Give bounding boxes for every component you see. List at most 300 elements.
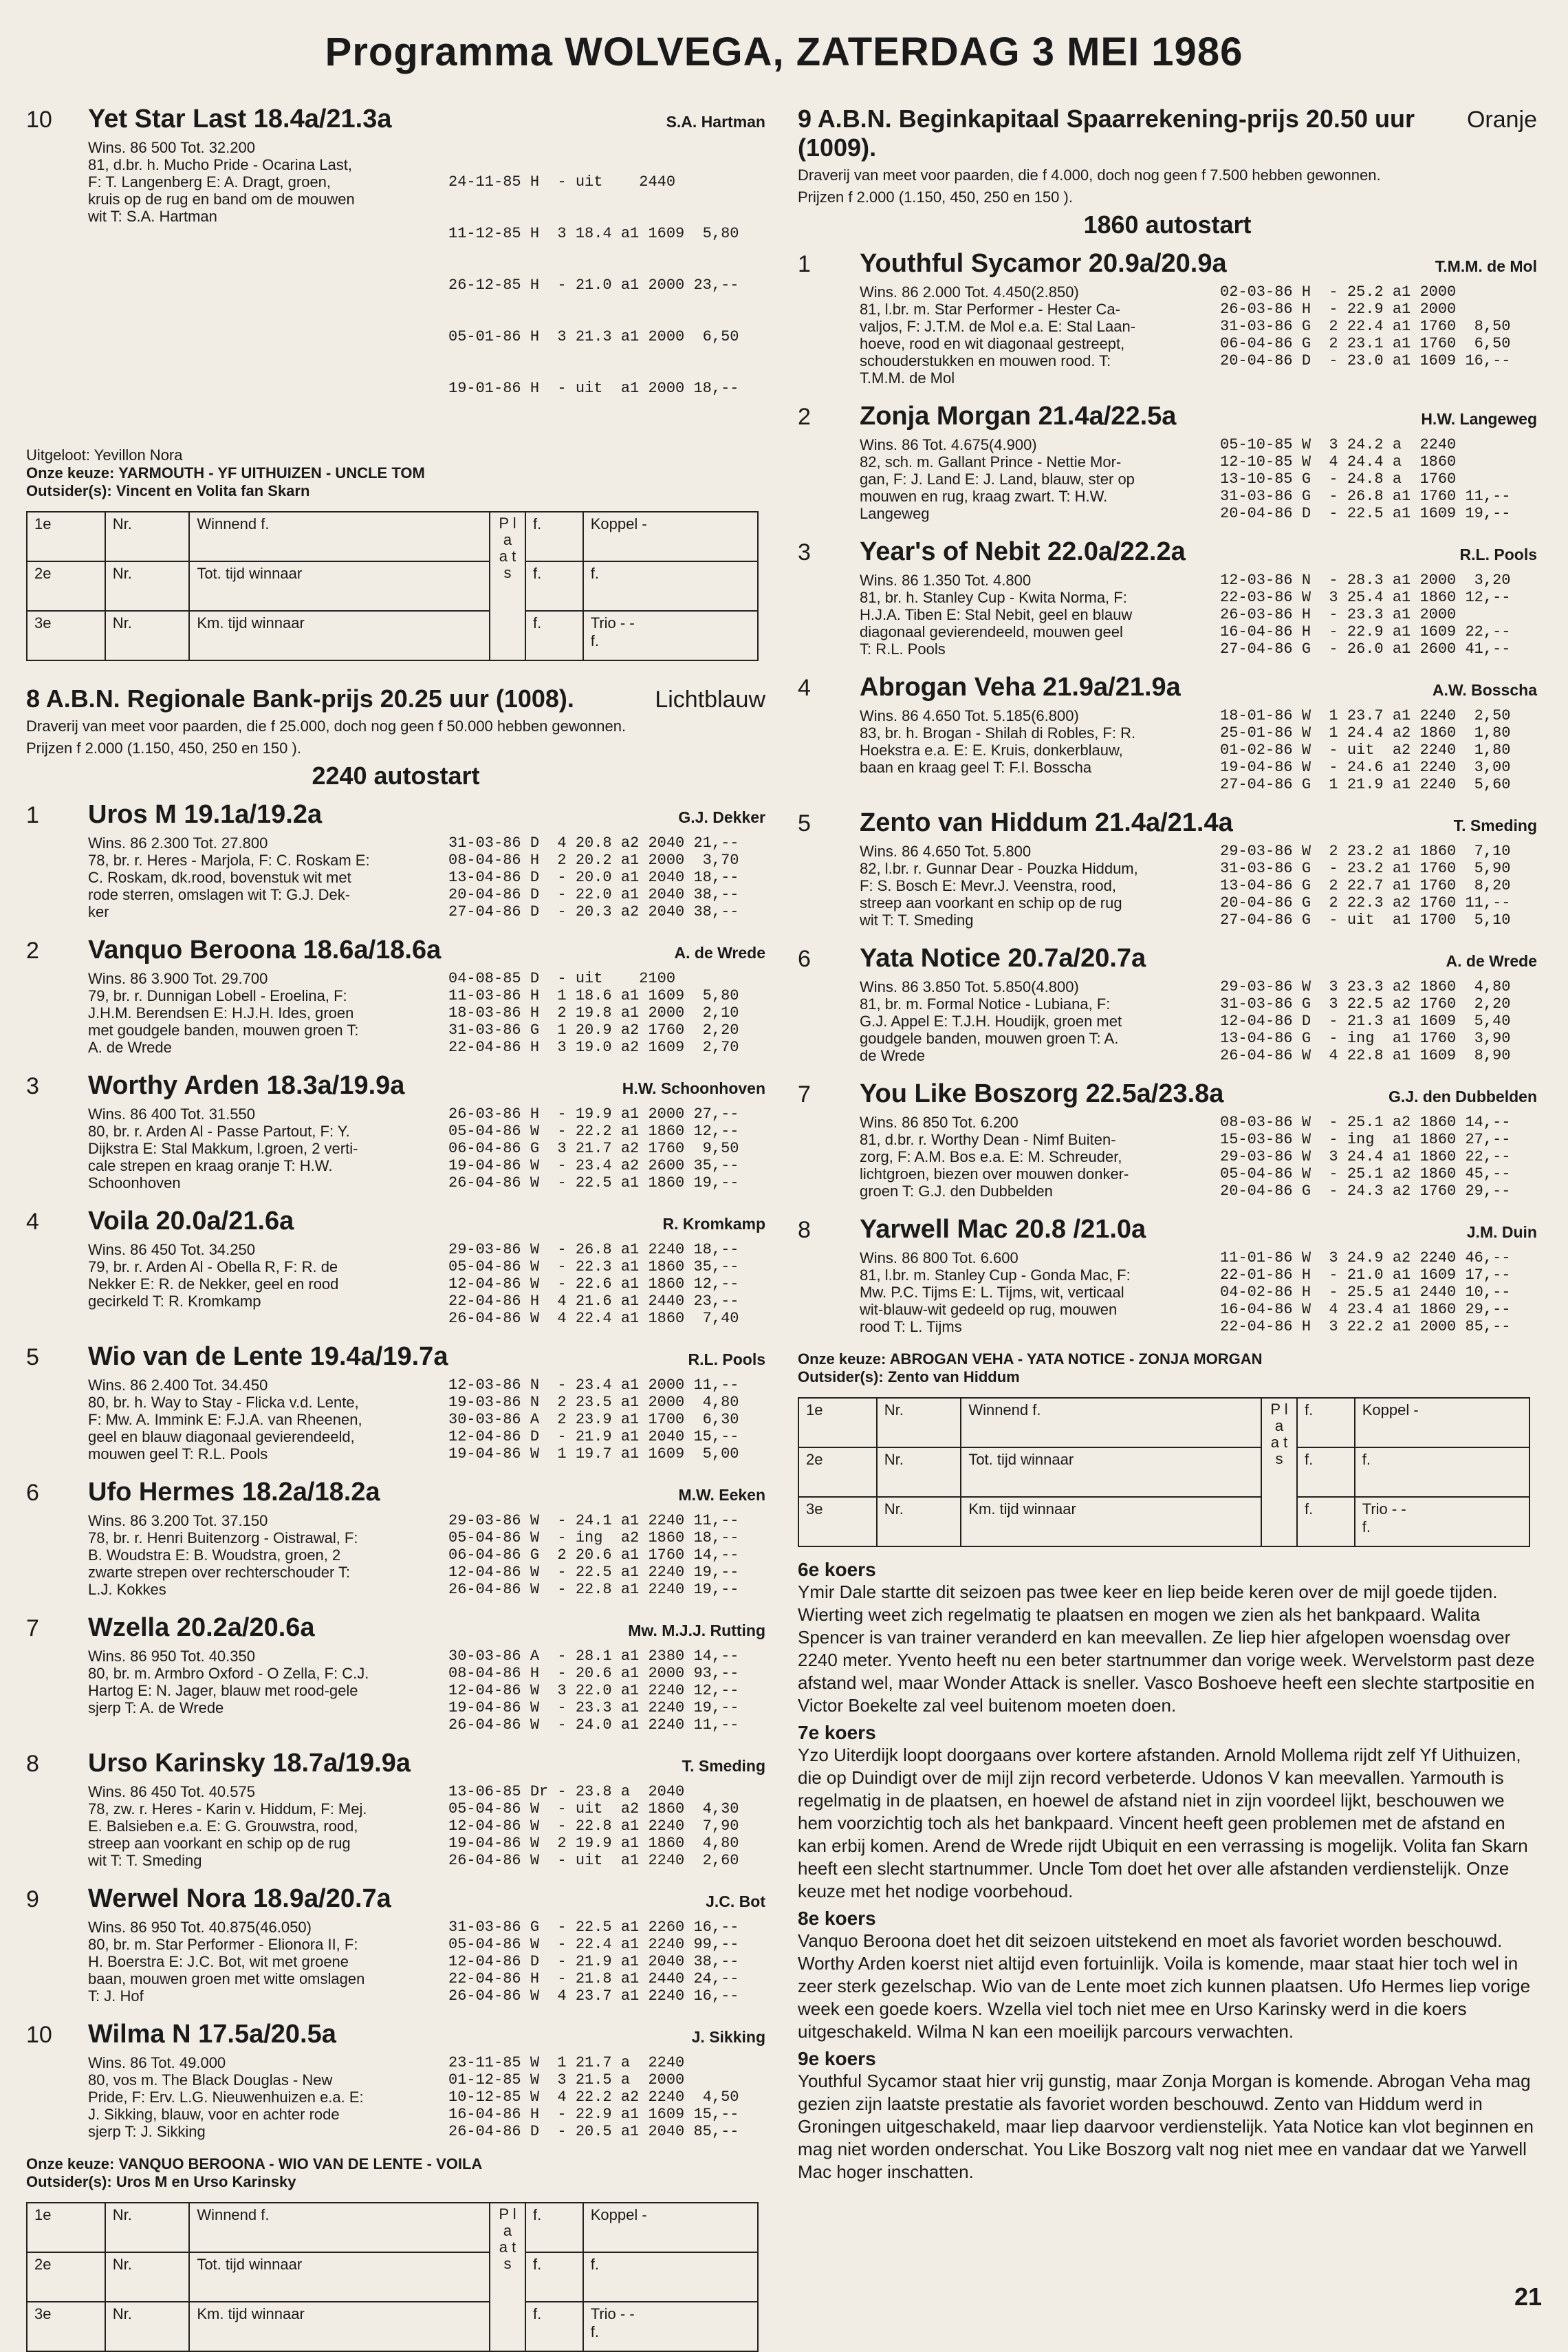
start-results	[1220, 283, 1510, 387]
outsider-label: Outsider(s):	[26, 2173, 112, 2190]
bet-table	[26, 2202, 759, 2352]
start-line: 12-04-86 D - 21.9 a1 2040 38,--	[448, 1953, 739, 1970]
desc-line: Wins. 86 450 Tot. 40.575	[88, 1783, 255, 1800]
horse-number: 4	[26, 1209, 39, 1235]
start-line: 29-03-86 W 3 23.3 a2 1860 4,80	[1220, 978, 1511, 995]
bet-trio	[583, 611, 758, 660]
horse-name: Zonja Morgan 21.4a/22.5a	[860, 402, 1177, 431]
desc-line: 80, br. m. Armbro Oxford - O Zella, F: C.J.	[88, 1665, 369, 1682]
desc-line: Wins. 86 2.300 Tot. 27.800	[88, 834, 268, 852]
horse-trainer: J.M. Duin	[1466, 1223, 1537, 1241]
desc-line: Wins. 86 3.200 Tot. 37.150	[88, 1512, 268, 1529]
horse-entry	[798, 673, 1537, 793]
start-line: 31-03-86 D 4 20.8 a2 2040 21,--	[448, 834, 739, 852]
horse-description	[88, 1919, 439, 2005]
desc-line: Wins. 86 2.400 Tot. 34.450	[88, 1377, 268, 1394]
start-line: 11-03-86 H 1 18.6 a1 1609 5,80	[448, 987, 739, 1004]
horse-number: 3	[798, 539, 811, 565]
desc-line: valjos, F: J.T.M. de Mol e.a. E: Stal Laan-	[860, 318, 1136, 335]
horse-trainer: H.W. Langeweg	[1421, 410, 1537, 428]
desc-line: G.J. Appel E: T.J.H. Houdijk, groen met	[860, 1013, 1122, 1030]
start-line: 26-04-86 W 4 22.8 a1 1609 8,90	[1220, 1047, 1511, 1064]
start-line: 13-04-86 G 2 22.7 a1 1760 8,20	[1220, 877, 1511, 894]
desc-line: sjerp T: J. Sikking	[88, 2123, 206, 2140]
horse-description	[88, 1648, 439, 1734]
bet-label: Winnend f.	[189, 512, 490, 561]
desc-line: C. Roskam, dk.rood, bovenstuk wit met	[88, 869, 351, 886]
start-line: 30-03-86 A - 28.1 a1 2380 14,--	[448, 1648, 739, 1665]
note-text: Ymir Dale startte dit seizoen pas twee keer en liep beide keren over de mijl goede tijden. Wierting weet zich regelmatig te plaatsen en mogen we zien als het bankpaard. Walita Spencer is van trainer veranderd en kan meevallen. Ze liep hier afgelopen woensdag over 2240 meter. Yvento heeft nu een beter startnummer dan vorige week. Wervelstorm past deze afstand wel, maar Wonder Attack is sneller. Vasco Boshoeve heeft een slechte startpositie en Victor Boekelte zal veel buitenom moeten doen.	[798, 1582, 1535, 1716]
bet-f: f.	[1297, 1398, 1355, 1447]
horse-entry	[26, 936, 765, 1056]
start-results	[1220, 1114, 1510, 1200]
desc-line: 82, sch. m. Gallant Prince - Nettie Mor-	[860, 453, 1122, 471]
start-line: 26-03-86 H - 23.3 a1 2000	[1220, 606, 1457, 623]
note-text: Yzo Uiterdijk loopt doorgaans over kortere afstanden. Arnold Mollema rijdt zelf Yf Uithuizen, die op Duindigt over de mijl zijn record verbeterde. Udonos V kan meevallen. Yarmouth is regelmatig in de plaatsen, en hoewel de afstand niet in zijn voordeel lijkt, beschouwen we hem voorzichtig toch als het bankpaard. Vincent heeft geen problemen met de afstand en kan erbij komen. Arend de Wrede rijdt Ubiquit en een verrassing is mogelijk. Volita fan Skarn heeft een slecht startnummer. Uncle Tom doet het over alle afstanden verdienstelijk. Onze keuze met het nodige voorbehoud.	[798, 1745, 1528, 1901]
start-line: 29-03-86 W 2 23.2 a1 1860 7,10	[1220, 843, 1511, 860]
horse-name: Wio van de Lente 19.4a/19.7a	[88, 1342, 448, 1371]
desc-line: goudgele banden, mouwen groen T: A.	[860, 1030, 1119, 1047]
desc-line: schouderstukken en mouwen rood. T:	[860, 352, 1111, 369]
bet-koppel-f: f.	[1355, 1447, 1529, 1497]
start-line: 12-03-86 N - 23.4 a1 2000 11,--	[448, 1377, 739, 1394]
start-line: 05-04-86 W - ing a2 1860 18,--	[448, 1529, 739, 1546]
desc-line: streep aan voorkant en schip op de rug	[88, 1835, 351, 1852]
bet-f: f.	[525, 512, 583, 561]
desc-line: 80, br. r. Arden Al - Passe Partout, F: Y.	[88, 1123, 350, 1140]
race7-meta	[26, 446, 765, 500]
horse-number: 4	[798, 675, 811, 701]
desc-line: baan, mouwen groen met witte omslagen	[88, 1970, 365, 1987]
start-results	[1220, 707, 1510, 793]
bet-label: Winnend f.	[961, 1398, 1261, 1447]
desc-line: Wins. 86 450 Tot. 34.250	[88, 1241, 255, 1258]
start-line: 13-10-85 G - 24.8 a 1760	[1220, 471, 1457, 488]
horse-trainer: G.J. den Dubbelden	[1389, 1088, 1537, 1105]
horse-name: You Like Boszorg 22.5a/23.8a	[860, 1079, 1224, 1108]
race9-start: 1860 autostart	[1083, 211, 1252, 239]
bet-label: Km. tijd winnaar	[189, 2302, 490, 2351]
start-line: 08-04-86 H - 20.6 a1 2000 93,--	[448, 1665, 739, 1682]
horse-entry	[26, 1613, 765, 1734]
desc-line: Wins. 86 Tot. 4.675(4.900)	[860, 436, 1037, 453]
bet-f: f.	[525, 561, 583, 611]
start-line: 31-03-86 G - 26.8 a1 1760 11,--	[1220, 488, 1511, 505]
desc-line: Wins. 86 850 Tot. 6.200	[860, 1114, 1019, 1131]
bet-nr: Nr.	[105, 561, 190, 611]
horse-entry	[26, 105, 765, 431]
start-line: 26-04-86 W - 24.0 a1 2240 11,--	[448, 1716, 739, 1734]
desc-line: 83, br. h. Brogan - Shilah di Robles, F: R.	[860, 724, 1136, 742]
desc-line: met goudgele banden, mouwen groen T:	[88, 1022, 359, 1039]
uitgeloot-label: Uitgeloot:	[26, 446, 90, 464]
start-line: 16-04-86 H - 22.9 a1 1609 22,--	[1220, 623, 1511, 640]
desc-line: wit T: T. Smeding	[88, 1852, 202, 1869]
start-line: 29-03-86 W - 24.1 a1 2240 11,--	[448, 1512, 739, 1529]
bet-f: f.	[525, 2203, 583, 2252]
desc-line: Wins. 86 4.650 Tot. 5.185(6.800)	[860, 707, 1079, 724]
desc-line: Wins. 86 Tot. 49.000	[88, 2054, 226, 2071]
start-line: 23-11-85 W 1 21.7 a 2240	[448, 2054, 685, 2071]
start-results	[1220, 843, 1510, 929]
start-results	[448, 1512, 739, 1598]
start-line: 26-04-86 W 4 23.7 a1 2240 16,--	[448, 1987, 739, 2005]
keuze-value: YARMOUTH - YF UITHUIZEN - UNCLE TOM	[118, 464, 425, 482]
start-line: 19-04-86 W - 23.4 a2 2600 35,--	[448, 1157, 739, 1174]
horse-entry	[26, 1342, 765, 1463]
horse-number: 1	[26, 802, 39, 828]
horse-entry	[798, 1215, 1537, 1335]
desc-line: J. Sikking, blauw, voor en achter rode	[88, 2106, 340, 2123]
start-results	[1220, 436, 1510, 522]
start-line: 22-04-86 H 3 19.0 a2 1609 2,70	[448, 1039, 739, 1056]
desc-line: wit T: T. Smeding	[860, 911, 974, 929]
race9-horse-list	[798, 249, 1537, 1335]
desc-line: T: R.L. Pools	[860, 640, 946, 658]
horse-name: Werwel Nora 18.9a/20.7a	[88, 1884, 391, 1913]
horse-description	[860, 1114, 1210, 1200]
start-line: 05-04-86 W - 25.1 a2 1860 45,--	[1220, 1165, 1511, 1183]
start-line: 12-04-86 W - 22.5 a1 2240 19,--	[448, 1564, 739, 1581]
desc-line: sjerp T: A. de Wrede	[88, 1699, 224, 1716]
desc-line: streep aan voorkant en schip op de rug	[860, 894, 1122, 911]
start-line: 26-04-86 W 4 22.4 a1 1860 7,40	[448, 1310, 739, 1327]
horse-name: Vanquo Beroona 18.6a/18.6a	[88, 936, 442, 964]
desc-line: Wins. 86 4.650 Tot. 5.800	[860, 843, 1032, 860]
horse-number: 8	[26, 1751, 39, 1777]
note-heading: 7e koers	[798, 1722, 876, 1743]
start-line: 12-04-86 D - 21.9 a1 2040 15,--	[448, 1428, 739, 1445]
horse-description	[860, 707, 1210, 793]
start-line: 27-04-86 G - 26.0 a1 2600 41,--	[1220, 640, 1511, 658]
horse-entry	[26, 1884, 765, 2005]
outsider-value: Vincent en Volita fan Skarn	[116, 482, 310, 499]
horse-name: Yata Notice 20.7a/20.7a	[860, 944, 1146, 973]
bet-pos: 2e	[27, 2252, 105, 2302]
start-line: 05-04-86 W - 22.4 a1 2240 99,--	[448, 1936, 739, 1953]
bet-trio-label: Trio - -	[590, 2305, 635, 2322]
start-line: 20-04-86 D - 22.0 a1 2040 38,--	[448, 886, 739, 903]
note-heading: 8e koers	[798, 1908, 876, 1929]
desc-line: F: Mw. A. Immink E: F.J.A. van Rheenen,	[88, 1411, 362, 1428]
bet-trio-label: Trio - -	[1362, 1500, 1406, 1518]
start-results	[448, 139, 739, 431]
desc-line: F: T. Langenberg E: A. Dragt, groen,	[88, 173, 331, 191]
desc-line: 79, br. r. Arden Al - Obella R, F: R. de	[88, 1258, 338, 1275]
bet-pos: 3e	[27, 611, 105, 660]
start-results	[448, 834, 739, 920]
bet-f: f.	[1297, 1447, 1355, 1497]
desc-line: 80, br. m. Star Performer - Elionora II, F:	[88, 1936, 358, 1953]
start-line: 26-03-86 H - 22.9 a1 2000	[1220, 301, 1457, 318]
bet-nr: Nr.	[105, 2203, 190, 2252]
start-line: 04-08-85 D - uit 2100	[448, 970, 676, 987]
bet-pos: 2e	[27, 561, 105, 611]
bet-koppel: Koppel -	[1355, 1398, 1529, 1447]
start-line: 18-01-86 W 1 23.7 a1 2240 2,50	[1220, 707, 1511, 724]
horse-entry	[798, 249, 1537, 387]
start-line: 22-04-86 H 3 22.2 a1 2000 85,--	[1220, 1318, 1511, 1335]
start-line: 01-02-86 W - uit a2 2240 1,80	[1220, 742, 1511, 759]
start-line: 19-03-86 N 2 23.5 a1 2000 4,80	[448, 1394, 739, 1411]
desc-line: diagonaal gevierendeeld, mouwen geel	[860, 623, 1123, 640]
start-line: 02-03-86 H - 25.2 a1 2000	[1220, 283, 1457, 301]
desc-line: Wins. 86 500 Tot. 32.200	[88, 139, 255, 156]
bet-f: f.	[525, 2252, 583, 2302]
start-line: 30-03-86 A 2 23.9 a1 1700 6,30	[448, 1411, 739, 1428]
horse-name: Worthy Arden 18.3a/19.9a	[88, 1071, 405, 1100]
bet-trio	[583, 2302, 758, 2351]
start-line: 12-10-85 W 4 24.4 a 1860	[1220, 453, 1457, 471]
horse-number: 10	[26, 107, 52, 133]
start-line: 16-04-86 H - 22.9 a1 1609 15,--	[448, 2106, 739, 2123]
desc-line: 81, d.br. h. Mucho Pride - Ocarina Last,	[88, 156, 352, 173]
horse-description	[88, 1241, 439, 1327]
keuze-value: VANQUO BEROONA - WIO VAN DE LENTE - VOILA	[118, 2155, 483, 2172]
start-line: 26-04-86 W - uit a1 2240 2,60	[448, 1852, 739, 1869]
start-line: 19-04-86 W - 23.3 a1 2240 19,--	[448, 1699, 739, 1716]
bet-nr: Nr.	[105, 2302, 190, 2351]
horse-name: Ufo Hermes 18.2a/18.2a	[88, 1478, 380, 1507]
horse-name: Zento van Hiddum 21.4a/21.4a	[860, 808, 1233, 837]
desc-line: Pride, F: Erv. L.G. Nieuwenhuizen e.a. E:	[88, 2089, 364, 2106]
start-line: 05-04-86 W - 22.2 a1 1860 12,--	[448, 1123, 739, 1140]
horse-entry	[798, 944, 1537, 1064]
horse-trainer: J.C. Bot	[706, 1892, 765, 1910]
desc-line: zorg, F: A.M. Bos e.a. E: M. Schreuder,	[860, 1148, 1122, 1165]
bet-nr: Nr.	[877, 1497, 961, 1546]
desc-line: T.M.M. de Mol	[860, 369, 955, 387]
race8-color: Lichtblauw	[655, 687, 765, 713]
race8-horse-list	[26, 800, 765, 2140]
race8-title: 8 A.B.N. Regionale Bank-prijs 20.25 uur (1008).	[26, 684, 574, 713]
keuze-label: Onze keuze:	[798, 1350, 886, 1368]
desc-line: B. Woudstra E: B. Woudstra, groen, 2	[88, 1546, 341, 1564]
start-line: 20-04-86 D - 22.5 a1 1609 19,--	[1220, 505, 1511, 522]
desc-line: 81, l.br. m. Stanley Cup - Gonda Mac, F:	[860, 1266, 1131, 1284]
horse-number: 10	[26, 2022, 52, 2048]
start-line: 31-03-86 G - 22.5 a1 2260 16,--	[448, 1919, 739, 1936]
note-text: Vanquo Beroona doet het dit seizoen uitstekend en moet als favoriet worden beschouwd. Worthy Arden koerst niet altijd even fortuinlijk. Voila is komende, maar staat hier toch wel in zeer sterk gezelschap. Wio van de Lente moet zich kunnen plaatsen. Ufo Hermes liep vorige week een goede koers. Wzella viel toch niet mee en Urso Karinsky werd in die koers uitgeschakeld. Wilma N kan een moeilijk parcours verwachten.	[798, 1930, 1531, 2042]
desc-line: Wins. 86 3.900 Tot. 29.700	[88, 970, 268, 987]
race9-prizes: Prijzen f 2.000 (1.150, 450, 250 en 150 ).	[798, 188, 1073, 206]
bet-label: Km. tijd winnaar	[189, 611, 490, 660]
start-line: 05-10-85 W 3 24.2 a 2240	[1220, 436, 1457, 453]
horse-name: Yet Star Last 18.4a/21.3a	[88, 105, 392, 133]
horse-entry	[26, 1478, 765, 1598]
desc-line: Wins. 86 2.000 Tot. 4.450(2.850)	[860, 283, 1079, 301]
outsider-label: Outsider(s):	[26, 482, 112, 499]
start-line: 06-04-86 G 2 23.1 a1 1760 6,50	[1220, 335, 1511, 352]
desc-line: A. de Wrede	[88, 1039, 172, 1056]
horse-number: 3	[26, 1073, 39, 1099]
bet-nr: Nr.	[877, 1447, 961, 1497]
horse-number: 5	[26, 1344, 39, 1370]
bet-f: f.	[1297, 1497, 1355, 1546]
race9-conditions: Draverij van meet voor paarden, die f 4.000, doch nog geen f 7.500 hebben gewonnen.	[798, 166, 1381, 184]
plaats-label: P l a a t s	[1261, 1398, 1297, 1546]
desc-line: geel en blauw diagonaal gevierendeeld,	[88, 1428, 355, 1445]
horse-entry	[26, 1071, 765, 1191]
desc-line: 78, br. r. Heres - Marjola, F: C. Roskam E:	[88, 852, 370, 869]
horse-description	[88, 139, 439, 431]
start-line: 12-04-86 W - 22.8 a1 2240 7,90	[448, 1817, 739, 1835]
desc-line: 80, vos m. The Black Douglas - New	[88, 2071, 333, 2089]
desc-line: E. Balsieben e.a. E: G. Grouwstra, rood,	[88, 1817, 358, 1835]
horse-entry	[798, 537, 1537, 658]
start-line: 31-03-86 G 2 22.4 a1 1760 8,50	[1220, 318, 1511, 335]
keuze-label: Onze keuze:	[26, 2155, 115, 2172]
horse-trainer: R.L. Pools	[688, 1350, 765, 1368]
horse-name: Uros M 19.1a/19.2a	[88, 800, 323, 829]
start-line: 22-01-86 H - 21.0 a1 1609 17,--	[1220, 1266, 1511, 1284]
start-line: 13-06-85 Dr - 23.8 a 2040	[448, 1783, 685, 1800]
outsider-value: Zento van Hiddum	[887, 1368, 1020, 1385]
horse-description	[860, 436, 1210, 522]
start-line: 31-03-86 G 3 22.5 a2 1760 2,20	[1220, 995, 1511, 1013]
bet-trio-f: f.	[590, 2323, 599, 2340]
horse-name: Abrogan Veha 21.9a/21.9a	[860, 673, 1181, 702]
horse-number: 2	[26, 938, 39, 964]
horse-trainer: A. de Wrede	[1446, 952, 1537, 970]
horse-name: Youthful Sycamor 20.9a/20.9a	[860, 249, 1227, 278]
bet-pos: 1e	[798, 1398, 877, 1447]
bet-f: f.	[525, 2302, 583, 2351]
desc-line: Wins. 86 800 Tot. 6.600	[860, 1249, 1019, 1266]
start-line: 31-03-86 G - 23.2 a1 1760 5,90	[1220, 860, 1511, 877]
horse-number: 6	[798, 946, 811, 972]
start-results	[448, 970, 739, 1056]
start-line: 05-01-86 H 3 21.3 a1 2000 6,50	[448, 328, 739, 345]
desc-line: rood T: L. Tijms	[860, 1318, 962, 1335]
desc-line: baan en kraag geel T: F.I. Bosscha	[860, 759, 1092, 776]
horse-number: 9	[26, 1886, 39, 1912]
horse-entry	[26, 1749, 765, 1869]
desc-line: L.J. Kokkes	[88, 1581, 166, 1598]
desc-line: gan, F: J. Land E: J. Land, blauw, ster op	[860, 471, 1135, 488]
start-line: 31-03-86 G 1 20.9 a2 1760 2,20	[448, 1022, 739, 1039]
start-results	[448, 1377, 739, 1463]
start-line: 22-04-86 H - 21.8 a1 2440 24,--	[448, 1970, 739, 1987]
start-results	[448, 1241, 739, 1327]
desc-line: Wins. 86 950 Tot. 40.875(46.050)	[88, 1919, 312, 1936]
horse-trainer: H.W. Schoonhoven	[622, 1079, 765, 1097]
horse-trainer: S.A. Hartman	[666, 113, 765, 131]
start-line: 29-03-86 W - 26.8 a1 2240 18,--	[448, 1241, 739, 1258]
start-line: 27-04-86 G - uit a1 1700 5,10	[1220, 911, 1511, 929]
horse-description	[88, 834, 439, 920]
horse-number: 8	[798, 1217, 811, 1243]
bet-label: Winnend f.	[189, 2203, 490, 2252]
horse-trainer: T.M.M. de Mol	[1435, 257, 1537, 275]
desc-line: J.H.M. Berendsen E: H.J.H. Ides, groen	[88, 1004, 354, 1022]
horse-name: Wilma N 17.5a/20.5a	[88, 2020, 336, 2049]
desc-line: 81, br. m. Formal Notice - Lubiana, F:	[860, 995, 1111, 1013]
start-line: 12-04-86 W - 22.6 a1 1860 12,--	[448, 1275, 739, 1293]
horse-entry	[26, 2020, 765, 2140]
note-heading: 6e koers	[798, 1559, 876, 1580]
bet-trio	[1355, 1497, 1529, 1546]
desc-line: kruis op de rug en band om de mouwen	[88, 191, 355, 208]
bet-table	[798, 1397, 1530, 1547]
bet-koppel-f: f.	[583, 561, 758, 611]
bet-label: Tot. tijd winnaar	[189, 2252, 490, 2302]
start-results	[1220, 1249, 1510, 1335]
horse-trainer: Mw. M.J.J. Rutting	[628, 1621, 765, 1639]
bet-label: Tot. tijd winnaar	[189, 561, 490, 611]
bet-pos: 3e	[27, 2302, 105, 2351]
plaats-label: P l a a t s	[490, 512, 525, 660]
desc-line: 81, br. h. Stanley Cup - Kwita Norma, F:	[860, 589, 1127, 606]
start-line: 22-03-86 W 3 25.4 a1 1860 12,--	[1220, 589, 1511, 606]
bet-nr: Nr.	[877, 1398, 961, 1447]
start-line: 12-04-86 D - 21.3 a1 1609 5,40	[1220, 1013, 1511, 1030]
desc-line: Langeweg	[860, 505, 930, 522]
horse-trainer: A.W. Bosscha	[1432, 681, 1537, 699]
horse-description	[860, 283, 1210, 387]
start-results	[448, 1105, 739, 1191]
start-line: 26-03-86 H - 19.9 a1 2000 27,--	[448, 1105, 739, 1123]
race8-start: 2240 autostart	[312, 762, 480, 790]
horse-name: Voila 20.0a/21.6a	[88, 1207, 294, 1236]
desc-line: 78, zw. r. Heres - Karin v. Hiddum, F: Mej.	[88, 1800, 367, 1817]
horse-description	[88, 1512, 439, 1598]
page-number: 21	[1514, 2283, 1542, 2311]
race9-title: 9 A.B.N. Beginkapitaal Spaarrekening-prijs 20.50 uur (1009).	[798, 105, 1415, 162]
start-line: 19-01-86 H - uit a1 2000 18,--	[448, 380, 739, 397]
uitgeloot-value: Yevillon Nora	[94, 446, 183, 464]
keuze-label: Onze keuze:	[26, 464, 115, 482]
horse-number: 7	[26, 1615, 39, 1641]
left-column	[26, 105, 765, 2352]
start-line: 20-04-86 G - 24.3 a2 1760 29,--	[1220, 1183, 1511, 1200]
desc-line: Wins. 86 3.850 Tot. 5.850(4.800)	[860, 978, 1079, 995]
start-line: 20-04-86 D - 23.0 a1 1609 16,--	[1220, 352, 1511, 369]
desc-line: 78, br. r. Henri Buitenzorg - Oistrawal, F:	[88, 1529, 358, 1546]
horse-name: Yarwell Mac 20.8 /21.0a	[860, 1215, 1146, 1244]
horse-entry	[26, 1207, 765, 1327]
horse-trainer: J. Sikking	[691, 2028, 765, 2046]
race-notes	[798, 1558, 1537, 2183]
horse-number: 2	[798, 404, 811, 430]
start-line: 26-04-86 W - 22.5 a1 1860 19,--	[448, 1174, 739, 1191]
horse-number: 5	[798, 810, 811, 837]
start-results	[1220, 978, 1510, 1064]
bet-koppel: Koppel -	[583, 512, 758, 561]
desc-line: wit T: S.A. Hartman	[88, 208, 217, 225]
desc-line: Schoonhoven	[88, 1174, 181, 1191]
start-line: 27-04-86 D - 20.3 a2 2040 38,--	[448, 903, 739, 920]
start-line: 12-04-86 W 3 22.0 a1 2240 12,--	[448, 1682, 739, 1699]
note-text: Youthful Sycamor staat hier vrij gunstig, maar Zonja Morgan is komende. Abrogan Veha mag gezien zijn laatste prestatie als favoriet worden beschouwd. Zento van Hiddum werd in Groningen uitgeschakeld, maar liep daarvoor verdienstelijk. Yata Notice kan vlot beginnen en mag niet worden onderschat. You Like Boszorg valt nog niet mee en vandaar dat we Yarwell Mac hoger inschatten.	[798, 2071, 1534, 2182]
page-title: Programma WOLVEGA, ZATERDAG 3 MEI 1986	[325, 30, 1243, 74]
desc-line: lichtgroen, biezen over mouwen donker-	[860, 1165, 1129, 1183]
bet-nr: Nr.	[105, 611, 190, 660]
bet-koppel-f: f.	[583, 2252, 758, 2302]
horse-entry	[798, 1079, 1537, 1200]
race8-conditions: Draverij van meet voor paarden, die f 25.000, doch nog geen f 50.000 hebben gewonnen.	[26, 718, 627, 735]
bet-pos: 1e	[27, 2203, 105, 2252]
right-column	[798, 105, 1537, 2183]
desc-line: hoeve, rood en wit diagonaal gestreept,	[860, 335, 1125, 352]
start-line: 16-04-86 W 4 23.4 a1 1860 29,--	[1220, 1301, 1511, 1318]
desc-line: Wins. 86 950 Tot. 40.350	[88, 1648, 255, 1665]
keuze-value: ABROGAN VEHA - YATA NOTICE - ZONJA MORGAN	[889, 1350, 1263, 1368]
start-line: 25-01-86 W 1 24.4 a2 1860 1,80	[1220, 724, 1511, 742]
horse-description	[860, 572, 1210, 658]
horse-description	[860, 1249, 1210, 1335]
start-line: 19-04-86 W - 24.6 a1 2240 3,00	[1220, 759, 1511, 776]
